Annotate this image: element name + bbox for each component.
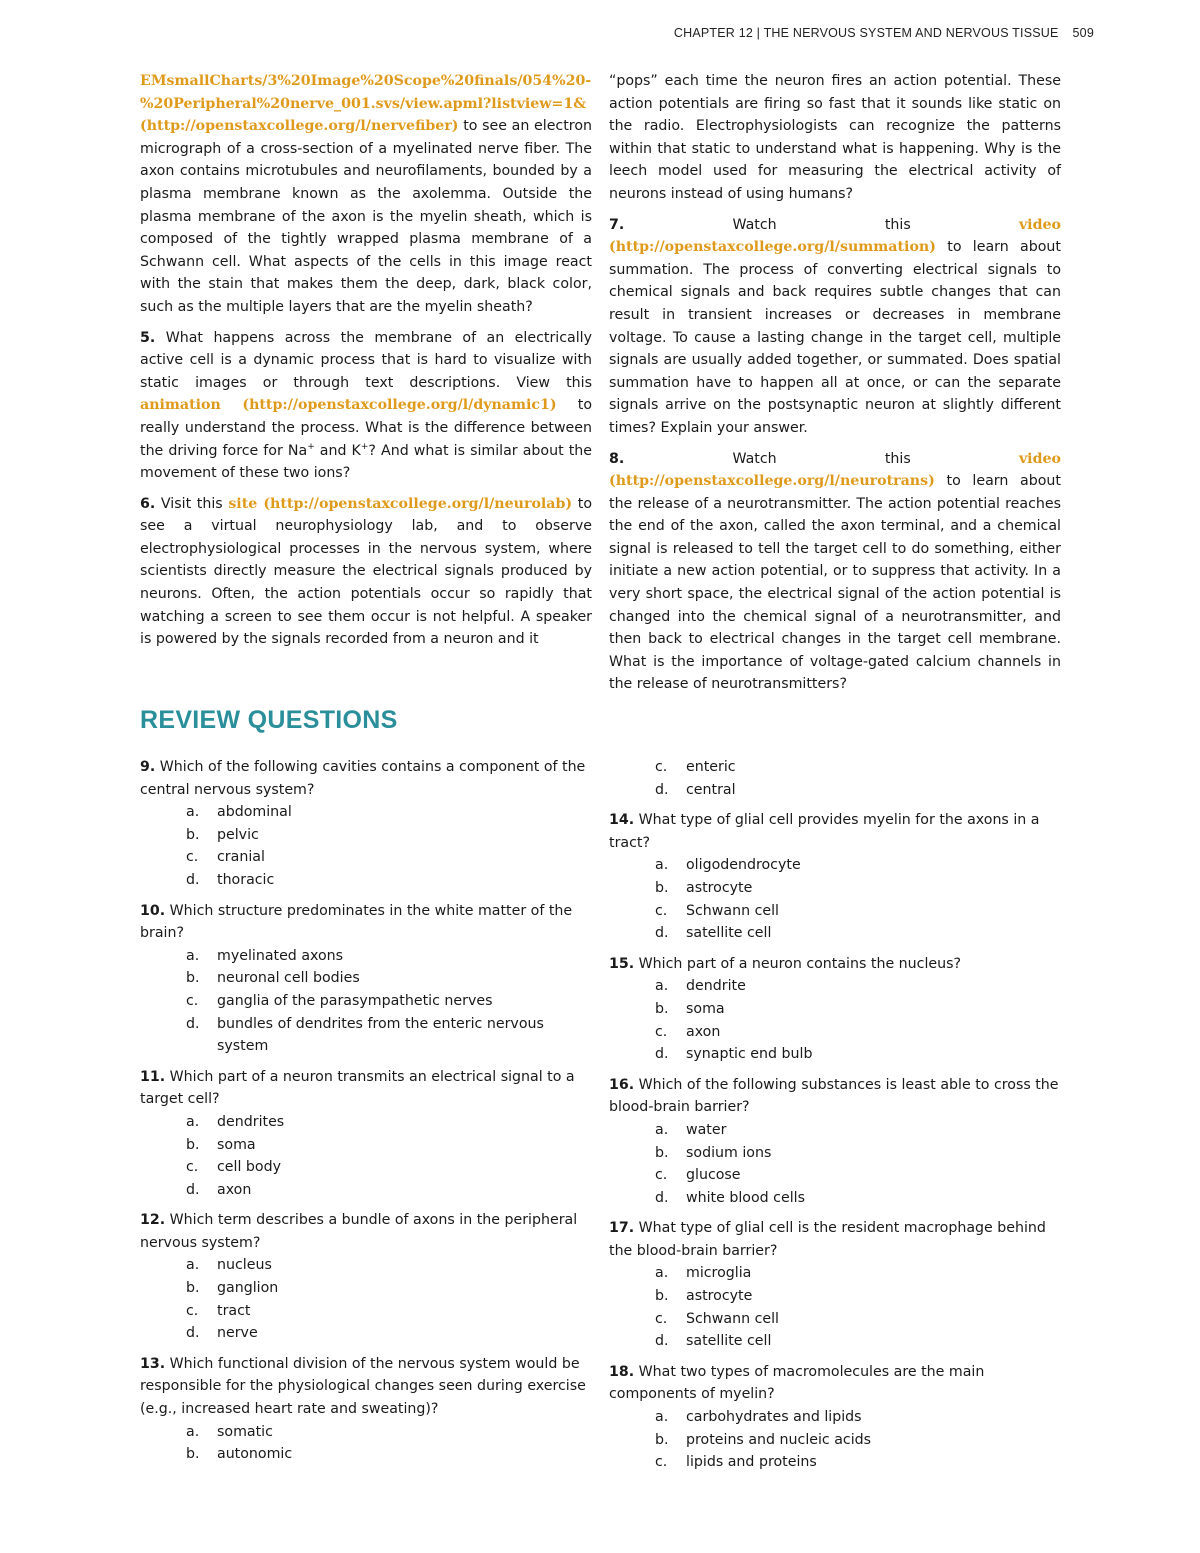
option-letter: d. — [186, 1325, 200, 1342]
critical-thinking-right-column — [609, 70, 1061, 704]
option-letter: c. — [655, 1454, 668, 1471]
question-text: Which part of a neuron transmits an electrical signal to a target cell? — [140, 1068, 575, 1108]
option-text: ganglion — [217, 1280, 279, 1297]
question-stem — [140, 756, 592, 801]
answer-options — [140, 1111, 592, 1201]
option-text: dendrites — [217, 1113, 285, 1130]
option-letter: d. — [655, 1189, 669, 1206]
neurotrans-link[interactable]: video (http://openstaxcollege.org/l/neurotrans) — [609, 450, 1061, 490]
question-5 — [140, 327, 592, 485]
option-text: pelvic — [217, 826, 259, 843]
option-letter: c. — [186, 849, 199, 866]
option-text: synaptic end bulb — [686, 1046, 813, 1063]
question-7-text-before: Watch this — [732, 216, 911, 233]
option-text: Schwann cell — [686, 1310, 780, 1327]
option-text: soma — [686, 1000, 725, 1017]
option-text: satellite cell — [686, 1333, 772, 1350]
answer-option[interactable] — [655, 1429, 1061, 1452]
answer-option[interactable] — [655, 975, 1061, 998]
question-text: What two types of macromolecules are the main components of myelin? — [609, 1363, 985, 1403]
answer-option[interactable] — [655, 1164, 1061, 1187]
question-stem — [140, 1066, 592, 1111]
option-letter: b. — [186, 1446, 200, 1463]
question-text: What type of glial cell is the resident macrophage behind the blood-brain barrier? — [609, 1220, 1046, 1259]
question-text: What type of glial cell provides myelin for the axons in a tract? — [609, 812, 1040, 851]
option-text: axon — [217, 1181, 252, 1198]
answer-options — [609, 1119, 1061, 1209]
option-letter: a. — [186, 804, 200, 821]
question-8-text-before: Watch this — [732, 450, 911, 467]
answer-option[interactable] — [655, 1262, 1061, 1285]
option-letter: b. — [186, 1136, 200, 1153]
option-letter: d. — [186, 871, 200, 888]
option-text: water — [686, 1121, 727, 1138]
answer-option[interactable] — [655, 756, 1061, 779]
option-letter: b. — [186, 970, 200, 987]
option-letter: d. — [655, 1046, 669, 1063]
question-8-text-after: to learn about the release of a neurotransmitter. The action potential reaches the end of the axon, called the axon terminal, and a chemical signal is released to tell the target cell to do something, either initiate a new action potential, or to suppress that activity. In a very short space, the electrical signal of the action potential is changed into the chemical signal of a neurotransmitter, and then back to electrical changes in the target cell membrane. What is the importance of voltage-gated calcium channels in the release of neurotransmitters? — [609, 473, 1061, 693]
question-stem — [609, 1074, 1061, 1119]
answer-options — [609, 1262, 1061, 1352]
option-letter: a. — [655, 1409, 669, 1426]
question-text: Which functional division of the nervous system would be responsible for the physiological changes seen during exercise (e.g., increased heart rate and sweating)? — [140, 1355, 586, 1418]
question-stem — [609, 809, 1061, 854]
answer-option[interactable] — [186, 1443, 592, 1466]
question-5-text-mid2: and K — [319, 442, 361, 459]
question-stem — [140, 1209, 592, 1254]
option-text: neuronal cell bodies — [217, 970, 360, 987]
option-text: nerve — [217, 1325, 258, 1342]
answer-option[interactable] — [655, 1285, 1061, 1308]
question-number: 5. — [140, 329, 156, 346]
answer-option[interactable] — [186, 945, 592, 968]
review-question — [140, 1209, 592, 1345]
option-text: somatic — [217, 1423, 273, 1440]
review-question — [140, 1353, 592, 1466]
question-7 — [609, 214, 1061, 440]
answer-option[interactable] — [655, 1021, 1061, 1044]
option-text: glucose — [686, 1167, 741, 1184]
option-letter: a. — [655, 1121, 669, 1138]
answer-option[interactable] — [655, 1119, 1061, 1142]
neurolab-link[interactable]: site (http://openstaxcollege.org/l/neurolab) — [228, 495, 573, 512]
superscript-plus: + — [307, 441, 315, 452]
superscript-plus: + — [360, 441, 369, 452]
option-text: nucleus — [217, 1257, 272, 1274]
review-questions-heading: REVIEW QUESTIONS — [140, 706, 398, 734]
question-number: 7. — [609, 216, 625, 233]
review-question — [140, 756, 592, 892]
answer-options — [140, 945, 592, 1058]
option-letter: a. — [655, 978, 669, 995]
option-letter: a. — [186, 947, 200, 964]
review-question — [609, 1361, 1061, 1474]
option-letter: b. — [655, 879, 669, 896]
running-header — [674, 26, 1094, 40]
option-letter: b. — [655, 1000, 669, 1017]
answer-option[interactable] — [186, 1156, 592, 1179]
nervefiber-link[interactable]: EMsmallCharts/3%20Image%20Scope%20finals/054%20-%20Peripheral%20nerve_001.svs/view.apml?listview=1& (http://openstaxcollege.org/l/nervefiber) — [140, 73, 592, 135]
question-6-text-before: Visit this — [160, 495, 223, 512]
question-number: 10. — [140, 902, 166, 919]
answer-option[interactable] — [186, 1421, 592, 1444]
answer-option[interactable] — [186, 1179, 592, 1202]
option-text: carbohydrates and lipids — [686, 1409, 862, 1426]
option-letter: c. — [186, 1302, 199, 1319]
question-5-text-mid: to really understand the process. What is the difference between the driving force for Na — [140, 397, 592, 459]
option-text: central — [686, 781, 736, 798]
question-text: Which part of a neuron contains the nucleus? — [638, 955, 962, 972]
question-number: 8. — [609, 450, 625, 467]
review-question — [140, 1066, 592, 1202]
question-number: 11. — [140, 1068, 166, 1085]
option-text: astrocyte — [686, 1288, 753, 1305]
answer-option[interactable] — [655, 1406, 1061, 1429]
summation-link[interactable]: video (http://openstaxcollege.org/l/summation) — [609, 216, 1061, 256]
option-letter: b. — [186, 1280, 200, 1297]
option-text: satellite cell — [686, 925, 772, 942]
review-questions-left-column — [140, 756, 592, 1474]
answer-options — [609, 854, 1061, 944]
answer-option[interactable] — [186, 1322, 592, 1345]
answer-option[interactable] — [186, 1111, 592, 1134]
question-number: 18. — [609, 1363, 635, 1380]
option-text: enteric — [686, 759, 736, 775]
option-text: thoracic — [217, 871, 275, 888]
option-letter: c. — [186, 992, 199, 1009]
critical-thinking-left-column — [140, 70, 592, 659]
question-4-continuation — [140, 70, 592, 319]
answer-option[interactable] — [655, 1330, 1061, 1353]
answer-option[interactable] — [655, 877, 1061, 900]
answer-option[interactable] — [186, 1277, 592, 1300]
option-text: dendrite — [686, 978, 746, 995]
answer-option[interactable] — [186, 1254, 592, 1277]
page-number: 509 — [1072, 26, 1094, 40]
chapter-title: CHAPTER 12 | THE NERVOUS SYSTEM AND NERVOUS TISSUE — [673, 26, 1059, 40]
option-letter: d. — [186, 1181, 200, 1198]
question-6 — [140, 493, 592, 651]
question-5-text-before: What happens across the membrane of an electrically active cell is a dynamic process that is hard to visualize with static images or through text descriptions. View this — [140, 329, 592, 391]
question-number: 17. — [609, 1220, 635, 1237]
review-question — [609, 1074, 1061, 1210]
option-text: sodium ions — [686, 1144, 772, 1161]
option-letter: c. — [655, 1023, 668, 1040]
option-text: Schwann cell — [686, 902, 780, 919]
question-text: Which term describes a bundle of axons in the peripheral nervous system? — [140, 1212, 578, 1251]
review-question — [609, 953, 1061, 1066]
option-letter: c. — [655, 1310, 668, 1327]
answer-option[interactable] — [655, 998, 1061, 1021]
option-text: ganglia of the parasympathetic nerves — [217, 992, 493, 1009]
option-letter: d. — [655, 925, 669, 942]
option-text: cranial — [217, 849, 265, 866]
question-number: 9. — [140, 759, 156, 775]
answer-option[interactable] — [186, 1300, 592, 1323]
question-number: 16. — [609, 1076, 635, 1093]
question-number: 6. — [140, 495, 156, 512]
option-text: cell body — [217, 1159, 282, 1176]
answer-option[interactable] — [186, 869, 592, 892]
answer-options — [609, 975, 1061, 1065]
option-letter: a. — [655, 1265, 669, 1282]
answer-option[interactable] — [186, 1013, 592, 1058]
review-question — [609, 1217, 1061, 1353]
question-6-text-after: to see a virtual neurophysiology lab, and to observe electrophysiological processes in the nervous system, where scientists directly measure the electrical signals produced by neurons. Often, the action potentials occur so rapidly that watching a screen to see them occur is not helpful. A speaker is powered by the signals recorded from a neuron and it — [140, 495, 593, 648]
option-letter: a. — [186, 1257, 200, 1274]
question-number: 15. — [609, 955, 635, 972]
option-text: white blood cells — [686, 1189, 805, 1206]
question-5-text-after: ? And what is similar about the movement of these two ions? — [140, 442, 592, 482]
option-letter: c. — [655, 1167, 668, 1184]
option-text: proteins and nucleic acids — [686, 1431, 872, 1448]
answer-options — [140, 801, 592, 891]
answer-options — [140, 1421, 592, 1466]
answer-option[interactable] — [655, 1308, 1061, 1331]
question-stem — [140, 900, 592, 945]
option-letter: a. — [186, 1113, 200, 1130]
answer-option[interactable] — [186, 846, 592, 869]
option-letter: d. — [655, 1333, 669, 1350]
option-letter: b. — [655, 1288, 669, 1305]
option-text: soma — [217, 1136, 256, 1153]
question-4-text: to see an electron micrograph of a cross-section of a myelinated nerve fiber. The axon contains microtubules and neurofilaments, bounded by a plasma membrane known as the axolemma. Outside the plasma membrane of the axon is the myelin sheath, which is composed of the tightly wrapped plasma membrane of a Schwann cell. What aspects of the cells in this image react with the stain that makes them the deep, dark, black color, such as the multiple layers that are the myelin sheath? — [140, 118, 592, 315]
answer-option[interactable] — [655, 1043, 1061, 1066]
question-number: 14. — [609, 812, 635, 829]
option-text: abdominal — [217, 804, 292, 821]
question-6-continuation: “pops” each time the neuron fires an action potential. These action potentials are firing so fast that it sounds like static on the radio. Electrophysiologists can recognize the patterns within that static to understand what is happening. Why is the leech model used for measuring the electrical activity of neurons instead of using humans? — [609, 73, 1061, 202]
option-text: tract — [217, 1302, 251, 1319]
question-stem — [609, 1361, 1061, 1406]
question-stem — [140, 1353, 592, 1421]
option-text: autonomic — [217, 1446, 293, 1463]
answer-option[interactable] — [186, 967, 592, 990]
option-letter: b. — [186, 826, 200, 843]
answer-option[interactable] — [655, 900, 1061, 923]
question-text: Which of the following substances is least able to cross the blood-brain barrier? — [609, 1076, 1059, 1116]
animation-link[interactable]: animation (http://openstaxcollege.org/l/dynamic1) — [140, 397, 557, 414]
answer-option[interactable] — [186, 801, 592, 824]
answer-option[interactable] — [655, 922, 1061, 945]
answer-option[interactable] — [655, 1142, 1061, 1165]
answer-options — [140, 1254, 592, 1344]
question-7-text-after: to learn about summation. The process of converting electrical signals to chemical signals and back requires subtle changes that can result in transient increases or decreases in membrane voltage. To cause a lasting change in the target cell, multiple signals are usually added together, or summated. Does spatial summation have to happen all at once, or can the separate signals arrive on the postsynaptic neuron at slightly different times? Explain your answer. — [609, 239, 1061, 436]
question-13-options-continued — [609, 756, 1061, 801]
option-text: oligodendrocyte — [686, 857, 801, 874]
question-number: 13. — [140, 1355, 166, 1372]
option-letter: a. — [186, 1423, 200, 1440]
option-text: astrocyte — [686, 879, 753, 896]
option-letter: d. — [186, 1015, 200, 1032]
answer-option[interactable] — [655, 1187, 1061, 1210]
question-text: Which of the following cavities contains a component of the central nervous system? — [140, 759, 586, 798]
option-letter: c. — [655, 759, 668, 775]
review-questions-right-column — [609, 756, 1061, 1482]
answer-options — [609, 1406, 1061, 1474]
answer-option[interactable] — [186, 1134, 592, 1157]
answer-option[interactable] — [186, 990, 592, 1013]
option-text: myelinated axons — [217, 947, 344, 964]
option-text: lipids and proteins — [686, 1454, 817, 1471]
option-letter: d. — [655, 781, 669, 798]
question-text: Which structure predominates in the white matter of the brain? — [140, 902, 573, 942]
question-stem — [609, 953, 1061, 976]
option-letter: b. — [655, 1144, 669, 1161]
option-letter: b. — [655, 1431, 669, 1448]
option-text: axon — [686, 1023, 721, 1040]
review-question — [140, 900, 592, 1058]
answer-option[interactable] — [186, 824, 592, 847]
answer-option[interactable] — [655, 779, 1061, 802]
option-letter: c. — [186, 1159, 199, 1176]
option-letter: c. — [655, 902, 668, 919]
review-question — [609, 809, 1061, 945]
question-number: 12. — [140, 1212, 166, 1229]
answer-option[interactable] — [655, 854, 1061, 877]
option-text: microglia — [686, 1265, 752, 1282]
question-8 — [609, 448, 1061, 697]
question-stem — [609, 1217, 1061, 1262]
option-letter: a. — [655, 857, 669, 874]
answer-option[interactable] — [655, 1451, 1061, 1474]
option-text: bundles of dendrites from the enteric nervous system — [217, 1015, 544, 1055]
